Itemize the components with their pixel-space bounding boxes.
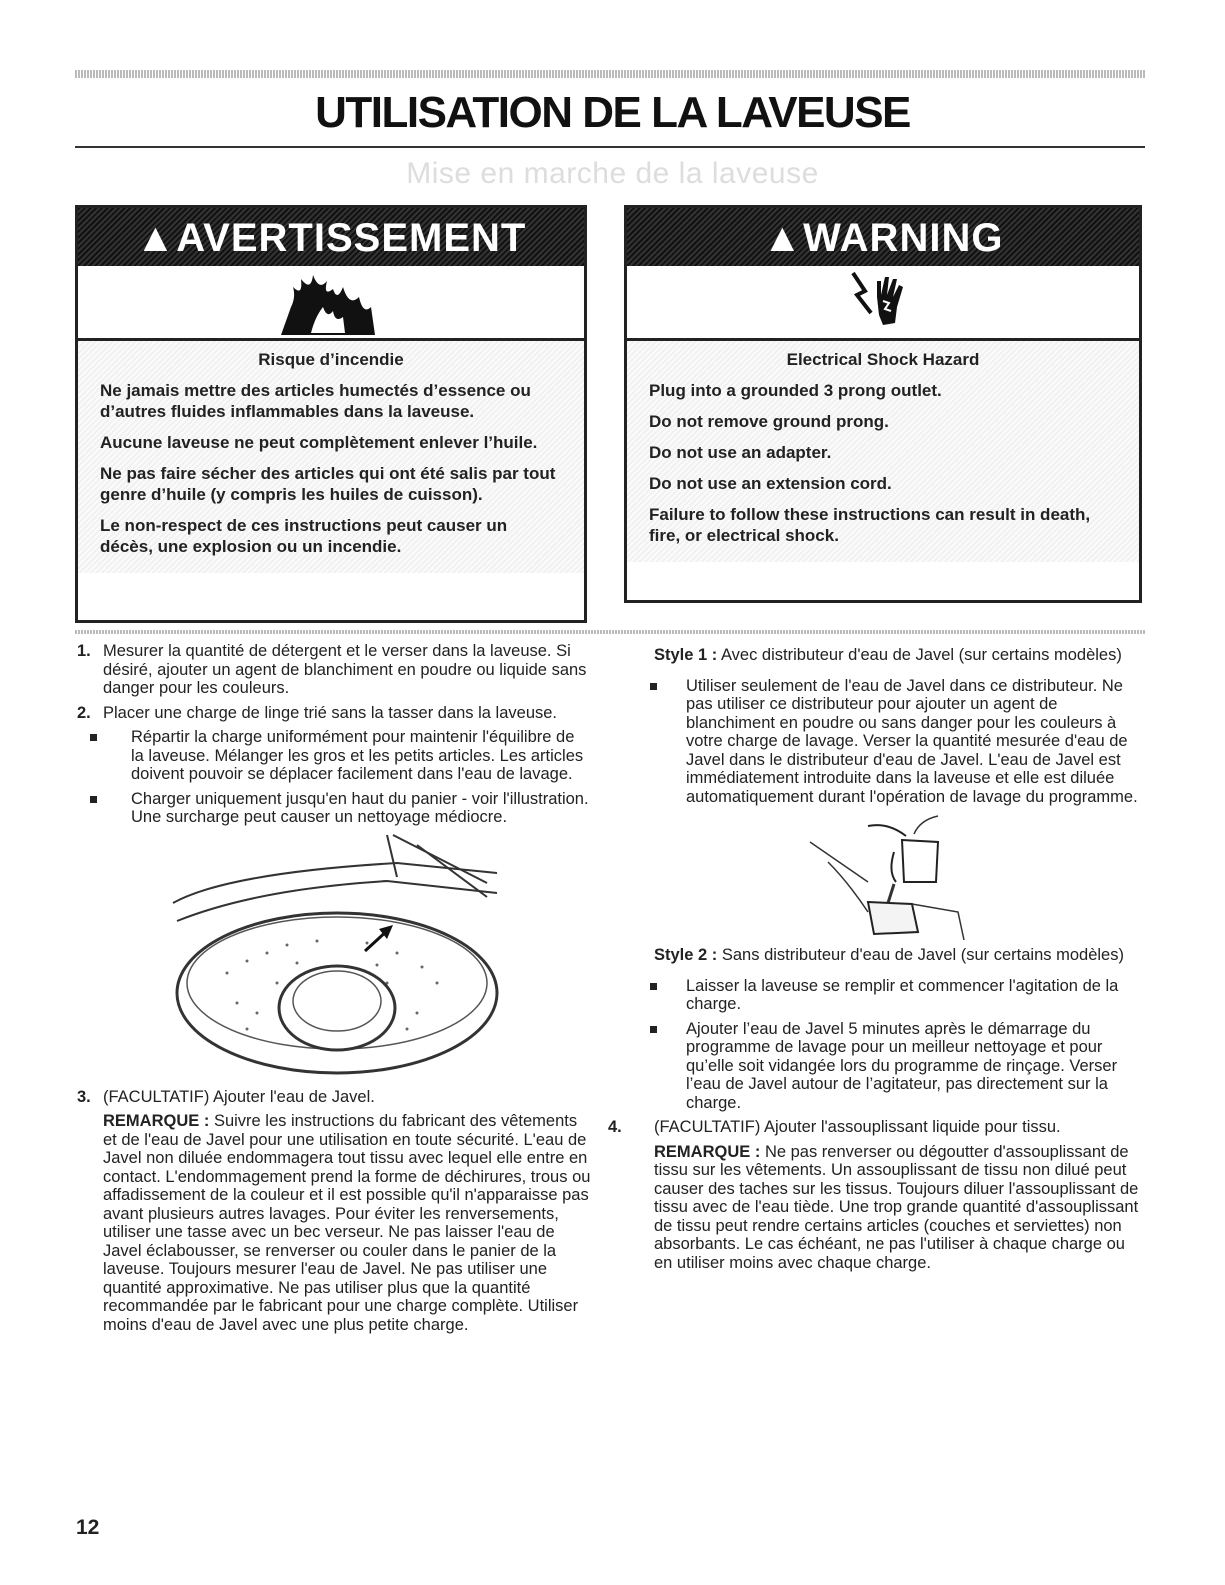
washer-basket-illustration (167, 833, 591, 1088)
warning-pictogram-en (627, 266, 1139, 341)
step-4: 4. (FACULTATIF) Ajouter l'assouplissant liquide pour tissu. (608, 1118, 1061, 1136)
step-1: 1. Mesurer la quantité de détergent et le verser dans la laveuse. Si désiré, ajouter un agent de blanchiment en poudre ou liquide sans danger pour les couleurs. (77, 642, 587, 697)
warning-triangle-icon: ▲ (762, 216, 804, 260)
bullet-icon (650, 1026, 657, 1033)
warning-pictogram-fr (78, 266, 584, 341)
warning-line-fr: Le non-respect de ces instructions peut causer un décès, une explosion ou un incendie. (100, 516, 508, 556)
fire-icon (271, 267, 391, 337)
warning-box-fr (75, 205, 587, 623)
hazard-label-en: Electrical Shock Hazard (786, 350, 980, 369)
step-3: 3. (FACULTATIF) Ajouter l'eau de Javel. (77, 1087, 375, 1106)
list-item: Utiliser seulement de l'eau de Javel dans ce distributeur. Ne pas utiliser ce distributeur pour ajouter un agent de blanchiment en poudre ou sans danger pour les couleurs à votre charge de lavage. Verser la quantité mesurée d'eau de Javel dans le distributeur d'eau de Javel. L'eau de Javel est immédiatement introduite dans la laveuse et elle est diluée automatiquement durant l'opération de lavage du programme. (628, 677, 1142, 807)
warning-line-en: Do not use an adapter. (649, 443, 832, 462)
section-subtitle: Mise en marche de la laveuse (406, 157, 819, 190)
warning-triangle-icon: ▲ (135, 216, 177, 260)
right-column (608, 642, 1142, 1272)
list-item: Ajouter l’eau de Javel 5 minutes après le démarrage du programme de lavage pour un meilleur nettoyage et pour qu’elle soit vidangée lors du programme de rinçage. Verser l’eau de Javel autour de l’agitateur, pas directement sur la charge. (628, 1020, 1142, 1113)
list-item: Laisser la laveuse se remplir et commencer l'agitation de la charge. (628, 977, 1142, 1014)
top-decorative-rule (75, 70, 1145, 78)
warning-heading-en: ▲WARNING (627, 208, 1139, 266)
bullet-icon (650, 983, 657, 990)
page-title: UTILISATION DE LA LAVEUSE (315, 88, 910, 137)
warning-line-en: Plug into a grounded 3 prong outlet. (649, 381, 942, 400)
warning-body-en (627, 341, 1139, 562)
warning-box-en (624, 205, 1142, 603)
bullet-icon (90, 796, 97, 803)
warning-line-en: Do not remove ground prong. (649, 412, 889, 431)
section-divider (75, 630, 1145, 634)
note-step-4: REMARQUE : Ne pas renverser ou dégoutter d'assouplissant de tissu sur les vêtements. Un assouplissant de tissu non dilué peut causer des taches sur les tissus. Toujours diluer l'assouplissant de tissu avec de l'eau tiède. Une trop grande quantité d'assouplissant de tissu peut rendre certains articles (couches et serviettes) non absorbants. Le cas échéant, ne pas l'utiliser à chaque charge ou en utiliser moins avec chaque charge. (654, 1142, 1139, 1272)
style-1: Style 1 : Avec distributeur d'eau de Javel (sur certains modèles) (654, 646, 1122, 664)
list-item: Charger uniquement jusqu'en haut du panier - voir l'illustration. Une surcharge peut causer un nettoyage médiocre. (77, 790, 591, 827)
note-step-3: REMARQUE : Suivre les instructions du fabricant des vêtements et de l'eau de Javel pour une utilisation en toute sécurité. L'eau de Javel non diluée endommagera tout tissu avec lequel elle entre en contact. L'endommagement prend la forme de déchirures, trous ou affadissement de la couleur et il est possible qu'il n'apparaisse pas avant plusieurs autres lavages. Pour éviter les renversements, utiliser une tasse avec un bec verseur. Ne pas laisser l'eau de Javel éclabousser, se renverser ou couler dans le panier de la laveuse. Toujours mesurer l'eau de Javel. Ne pas utiliser une quantité approximative. Ne pas utiliser plus que la quantité recommandée par le fabricant pour une charge complète. Utiliser moins d'eau de Javel avec une plus petite charge. (103, 1112, 591, 1334)
bleach-dispenser-illustration (808, 812, 1142, 942)
electrical-shock-icon (843, 267, 923, 337)
bullet-icon (650, 683, 657, 690)
warning-line-fr: Ne jamais mettre des articles humectés d’essence ou d’autres fluides inflammables dans la laveuse. (100, 381, 531, 421)
warning-line-fr: Aucune laveuse ne peut complètement enlever l’huile. (100, 433, 538, 452)
warning-line-en: Failure to follow these instructions can result in death, fire, or electrical shock. (649, 505, 1091, 545)
style-2: Style 2 : Sans distributeur d'eau de Javel (sur certains modèles) (654, 946, 1124, 964)
page-number: 12 (76, 1516, 100, 1539)
left-column (77, 642, 591, 1334)
warning-body-fr (78, 341, 584, 573)
title-divider (75, 146, 1145, 148)
warning-line-fr: Ne pas faire sécher des articles qui ont été salis par tout genre d’huile (y compris les huiles de cuisson). (100, 464, 556, 504)
bullet-icon (90, 734, 97, 741)
warning-heading-fr: ▲AVERTISSEMENT (78, 208, 584, 266)
warning-line-en: Do not use an extension cord. (649, 474, 892, 493)
list-item: Répartir la charge uniformément pour maintenir l'équilibre de la laveuse. Mélanger les gros et les petits articles. Les articles doivent pouvoir se déplacer facilement dans l'eau de lavage. (77, 728, 591, 784)
hazard-label-fr: Risque d’incendie (258, 350, 404, 369)
step-2: 2. Placer une charge de linge trié sans la tasser dans la laveuse. (77, 703, 558, 722)
